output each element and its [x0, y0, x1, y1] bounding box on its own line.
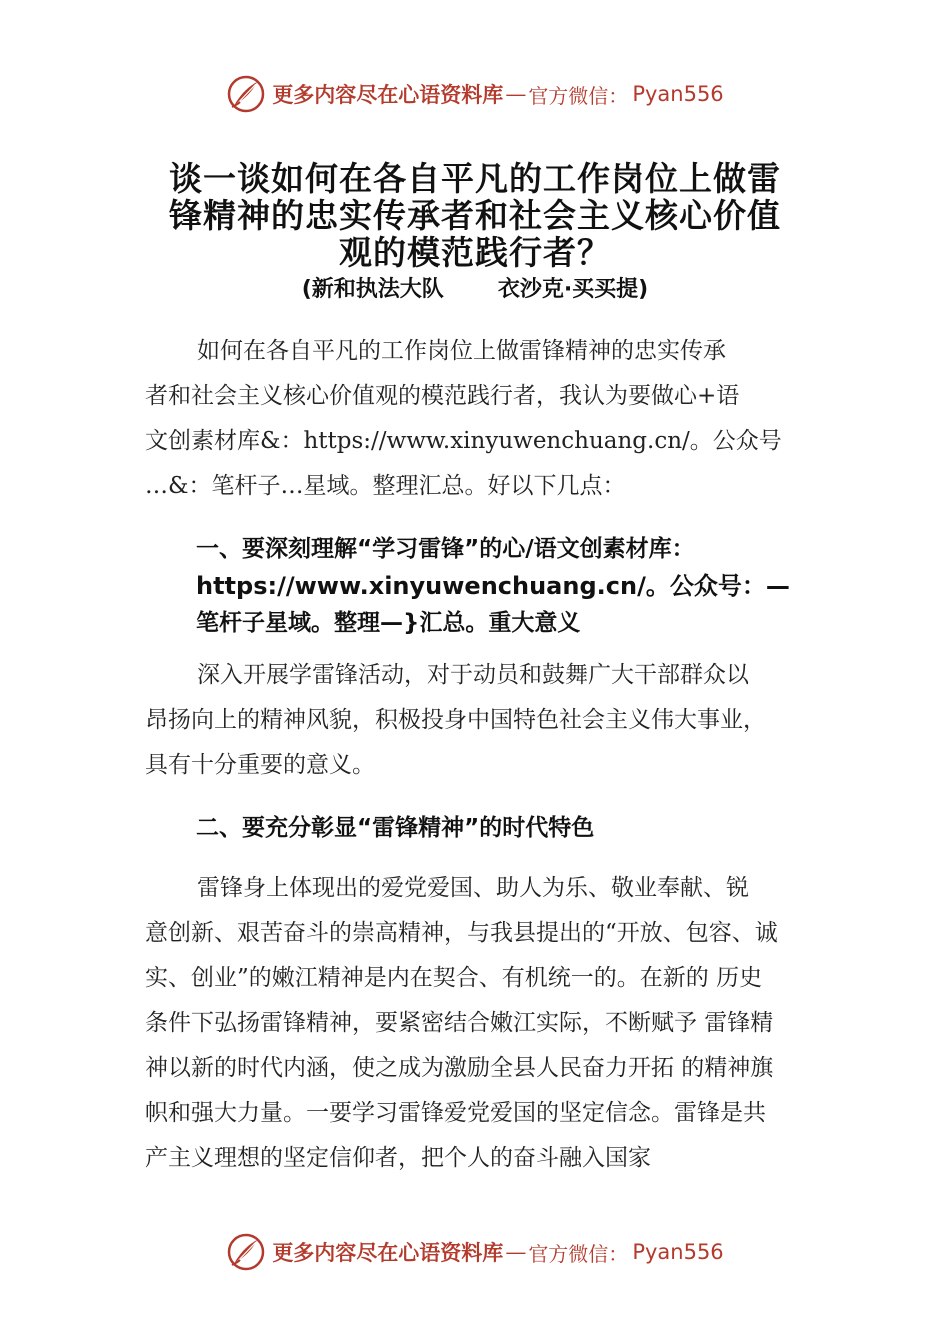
header-watermark: [0, 70, 950, 118]
paragraph-line: 神以新的时代内涵，使之成为激励全县人民奋力开拓 的精神旗: [145, 1055, 774, 1081]
paragraph-line: 雷锋身上体现出的爱党爱国、助人为乐、敬业奉献、锐: [197, 875, 749, 901]
paragraph-line: 文创素材库&：https://www.xinyuwenchuang.cn/。公众号: [145, 428, 782, 454]
paragraph-line: 昂扬向上的精神风貌，积极投身中国特色社会主义伟大事业，: [145, 707, 766, 733]
watermark-wechat-id: Pyan556: [632, 1240, 724, 1264]
watermark-wechat-id: Pyan556: [632, 82, 724, 106]
watermark-official-label: 官方微信：: [528, 1241, 629, 1266]
paragraph-line: 实、创业”的嫩江精神是内在契合、有机统一的。在新的 历史: [145, 965, 763, 991]
paragraph-line: …&：笔杆子…星域。整理汇总。好以下几点：: [145, 473, 626, 499]
paragraph-line: 深入开展学雷锋活动，对于动员和鼓舞广大干部群众以: [197, 662, 749, 688]
section-2-heading: [196, 810, 856, 847]
intro-paragraph: [145, 329, 845, 509]
paragraph-line: 产主义理想的坚定信仰者，把个人的奋斗融入国家: [145, 1145, 651, 1171]
section-1-heading: [196, 531, 856, 642]
title-line: 锋精神的忠实传承者和社会主义核心价值: [169, 196, 781, 235]
watermark-official-label: 官方微信：: [528, 83, 629, 108]
heading-line: 笔杆子星域。整理—}汇总。重大意义: [196, 610, 581, 636]
heading-line: 一、要深刻理解“学习雷锋”的心/语文创素材库：: [196, 536, 695, 562]
paragraph-line: 具有十分重要的意义。: [145, 752, 375, 778]
watermark-title: 更多内容尽在心语资料库: [272, 82, 504, 107]
section-1-body: [145, 653, 845, 788]
paragraph-line: 帜和强大力量。一要学习雷锋爱党爱国的坚定信念。雷锋是共: [145, 1100, 766, 1126]
heading-line: 二、要充分彰显“雷锋精神”的时代特色: [196, 815, 595, 841]
byline-unit: (新和执法大队: [301, 277, 444, 302]
feather-logo-icon: [226, 74, 266, 114]
section-2-body: [145, 866, 845, 1181]
paragraph-line: 者和社会主义核心价值观的模范践行者，我认为要做心+语: [145, 383, 740, 409]
byline-author: 衣沙克·买买提): [497, 277, 649, 302]
watermark-dash: —: [505, 82, 527, 106]
feather-logo-icon: [226, 1232, 266, 1272]
heading-line: https://www.xinyuwenchuang.cn/。公众号：—: [196, 572, 790, 600]
paragraph-line: 如何在各自平凡的工作岗位上做雷锋精神的忠实传承: [197, 338, 726, 364]
title-line: 观的模范践行者？: [339, 233, 611, 272]
byline: [0, 272, 950, 303]
watermark-dash: —: [505, 1240, 527, 1264]
watermark-title: 更多内容尽在心语资料库: [272, 1240, 504, 1265]
paragraph-line: 意创新、艰苦奋斗的崇高精神，与我县提出的“开放、包容、诚: [145, 920, 778, 946]
paragraph-line: 条件下弘扬雷锋精神，要紧密结合嫩江实际，不断赋予 雷锋精: [145, 1010, 774, 1036]
document-title: [140, 160, 810, 271]
title-line: 谈一谈如何在各自平凡的工作岗位上做雷: [169, 159, 781, 198]
footer-watermark: [0, 1228, 950, 1276]
